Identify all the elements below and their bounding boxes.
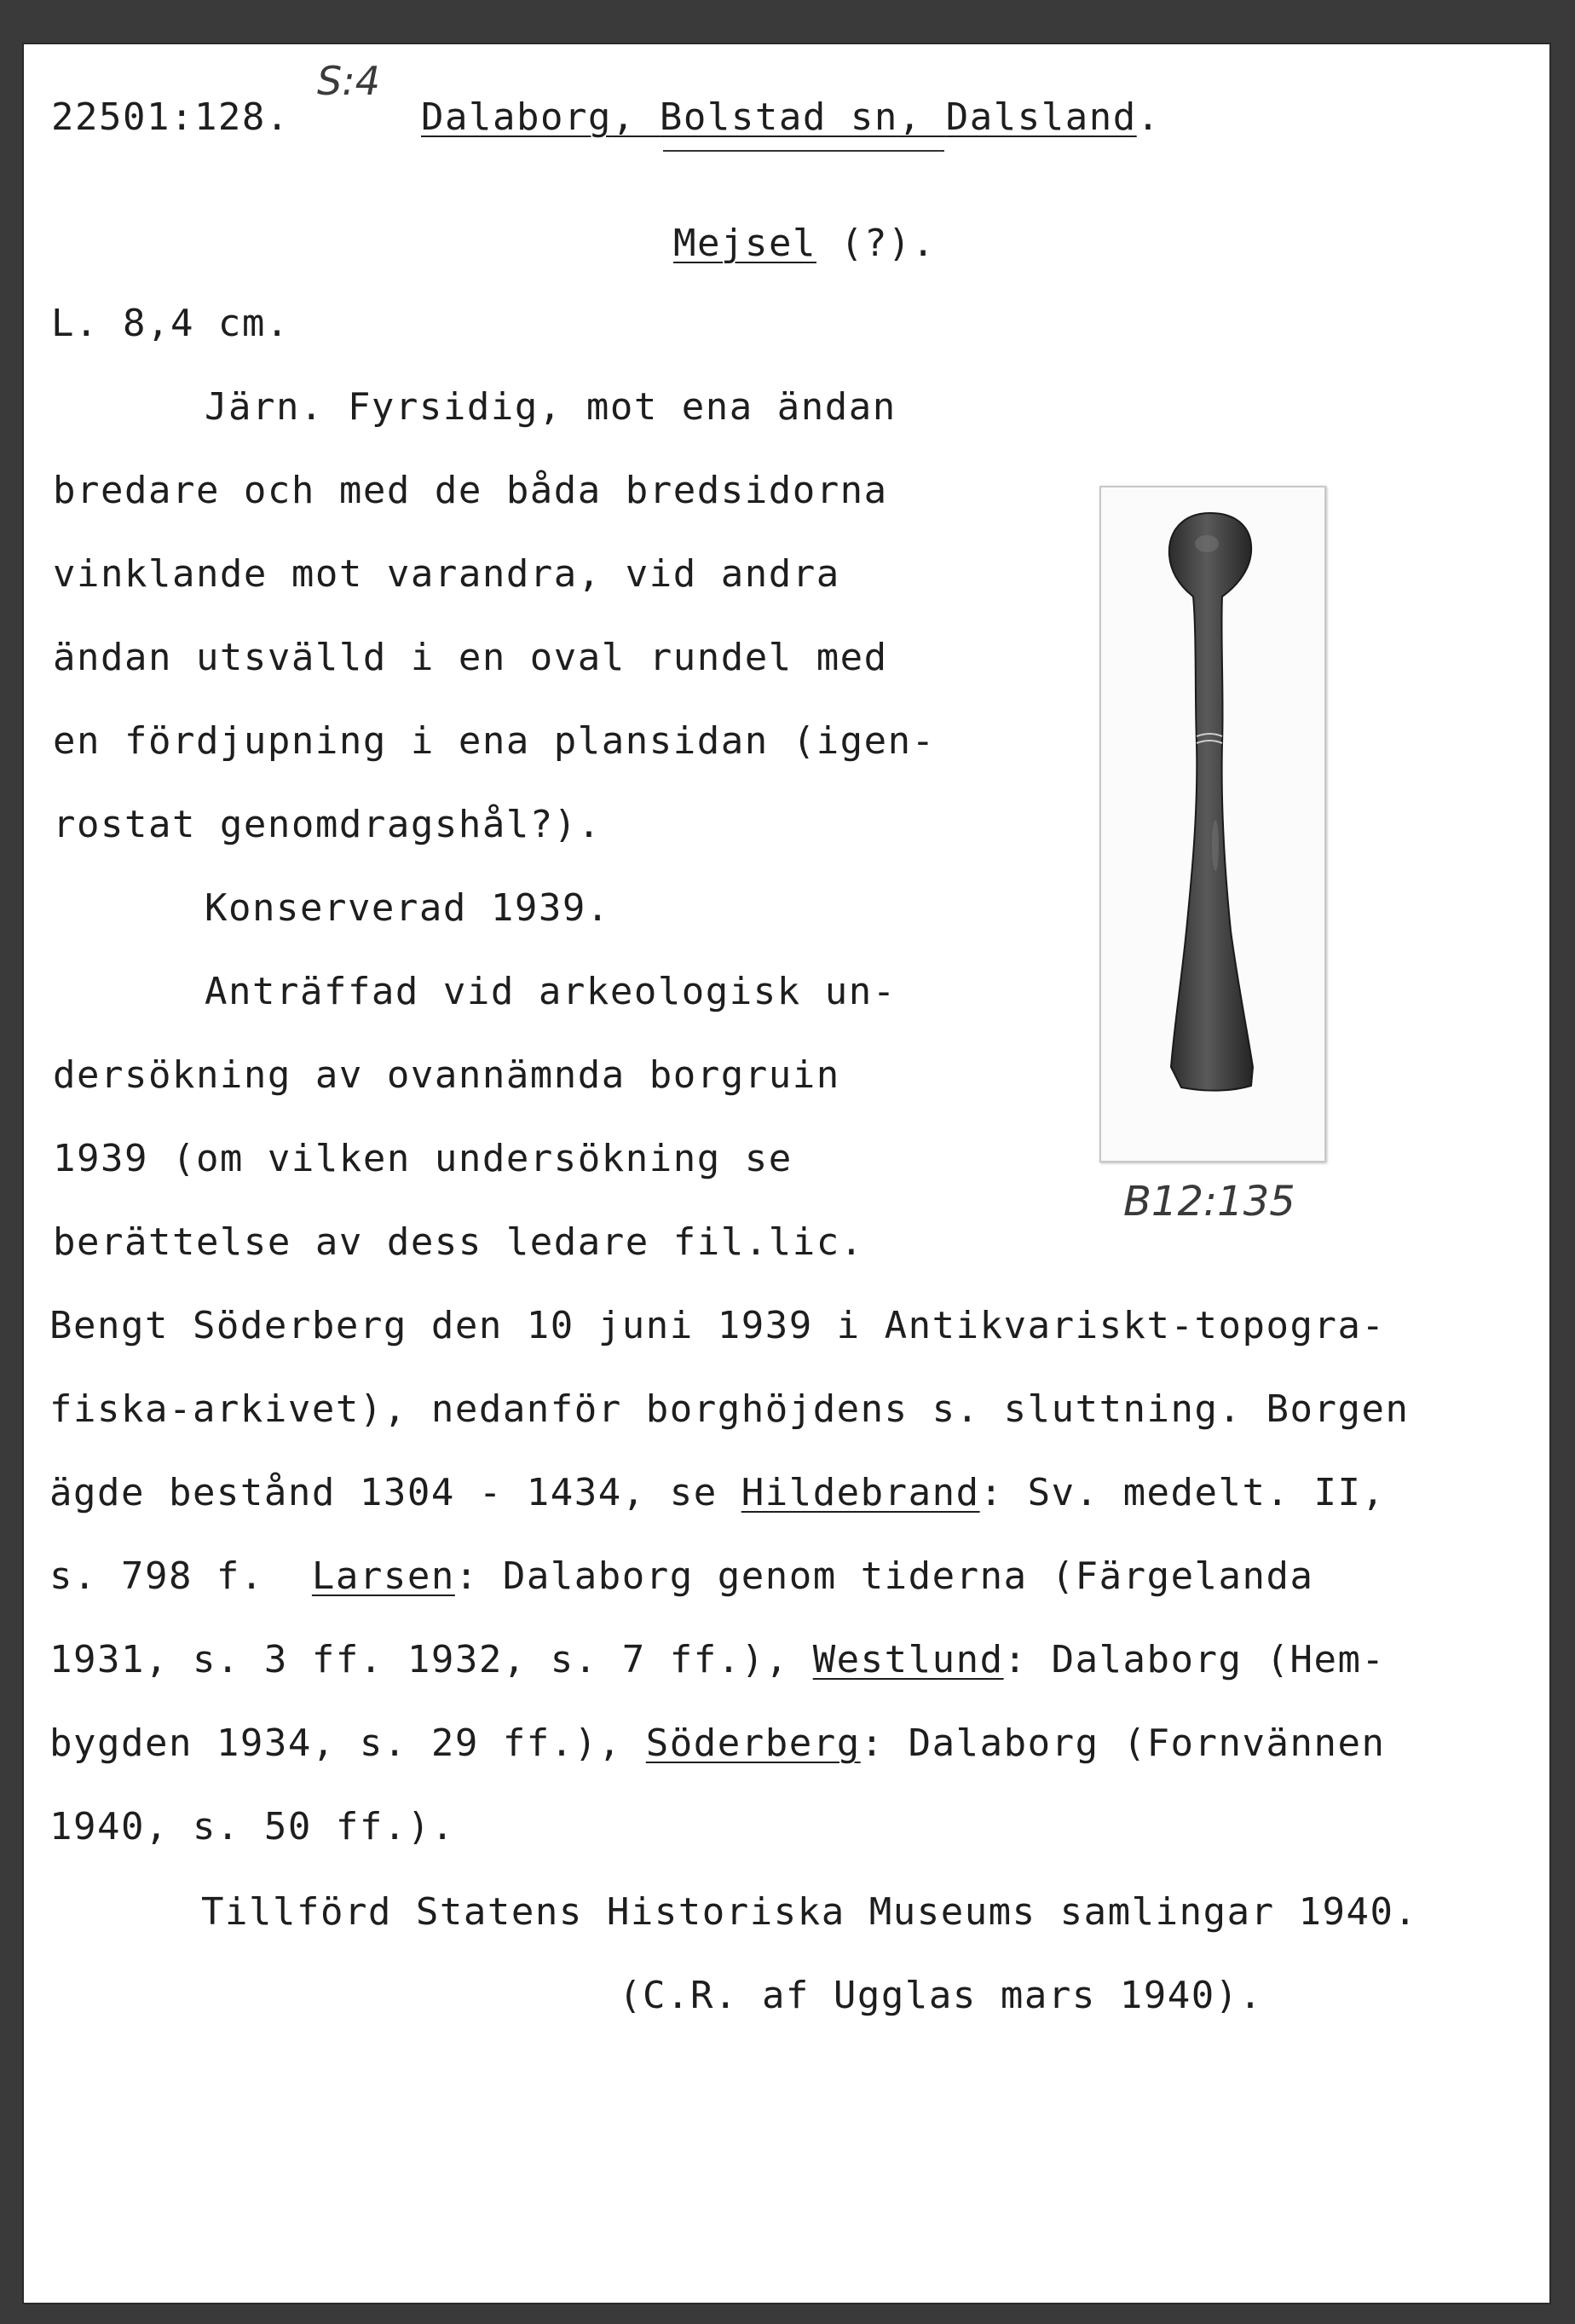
chisel-image: [1101, 487, 1324, 1161]
description-line: ändan utsvälld i en oval rundel med: [53, 636, 888, 679]
accession-note: Tillförd Statens Historiska Museums samlingar 1940.: [201, 1890, 1418, 1934]
description-line: bredare och med de båda bredsidorna: [53, 469, 888, 512]
catalog-card: [24, 44, 1549, 2303]
length: L. 8,4 cm.: [51, 302, 290, 345]
object-name: Mejsel: [673, 222, 816, 265]
catalog-number: 22501:128.: [51, 95, 290, 139]
find-line: Anträffad vid arkeologisk un-: [205, 970, 897, 1013]
object-title: [673, 222, 936, 265]
handwritten-sheet-ref: S:4: [317, 58, 380, 104]
location-place: Dalaborg: [421, 95, 612, 139]
find-line: fiska-arkivet), nedanför borghöjdens s. sluttning. Borgen: [49, 1387, 1410, 1431]
reference-line: 1940, s. 50 ff.).: [49, 1805, 455, 1848]
reference-line: ägde bestånd 1304 - 1434, se Hildebrand: Sv. medelt. II,: [49, 1471, 1386, 1514]
reference-line: bygden 1934, s. 29 ff.), Söderberg: Dalaborg (Fornvännen: [49, 1721, 1386, 1765]
ref-author-hildebrand: Hildebrand: [741, 1471, 980, 1514]
ref-author-westlund: Westlund: [812, 1638, 1004, 1681]
reference-line: 1931, s. 3 ff. 1932, s. 7 ff.), Westlund: Dalaborg (Hem-: [49, 1638, 1386, 1681]
find-line: dersökning av ovannämnda borgruin: [53, 1053, 840, 1097]
location-province: Dalsland: [945, 95, 1137, 139]
ref-author-larsen: Larsen: [311, 1554, 455, 1598]
reference-line: s. 798 f. Larsen: Dalaborg genom tiderna (Färgelanda: [49, 1554, 1314, 1598]
description-line: rostat genomdragshål?).: [53, 803, 602, 846]
description-line: en fördjupning i ena plansidan (igen-: [53, 719, 936, 763]
object-photo: [1099, 486, 1326, 1162]
location-line: Dalaborg, Bolstad sn, Dalsland.: [421, 95, 1161, 139]
find-line: 1939 (om vilken undersökning se: [53, 1137, 793, 1180]
conservation-note: Konserverad 1939.: [205, 886, 610, 930]
handwritten-photo-ref: B12:135: [1123, 1178, 1295, 1225]
object-name-suffix: (?).: [839, 222, 936, 265]
header-rule: [663, 150, 944, 152]
description-line: Järn. Fyrsidig, mot ena ändan: [205, 385, 897, 429]
signature: (C.R. af Ugglas mars 1940).: [619, 1974, 1263, 2017]
find-line: berättelse av dess ledare fil.lic.: [53, 1220, 864, 1264]
ref-author-soderberg: Söderberg: [645, 1721, 861, 1765]
find-line: Bengt Söderberg den 10 juni 1939 i Antikvariskt-topogra-: [49, 1304, 1386, 1347]
description-line: vinklande mot varandra, vid andra: [53, 552, 840, 596]
location-parish: Bolstad sn: [659, 95, 898, 139]
